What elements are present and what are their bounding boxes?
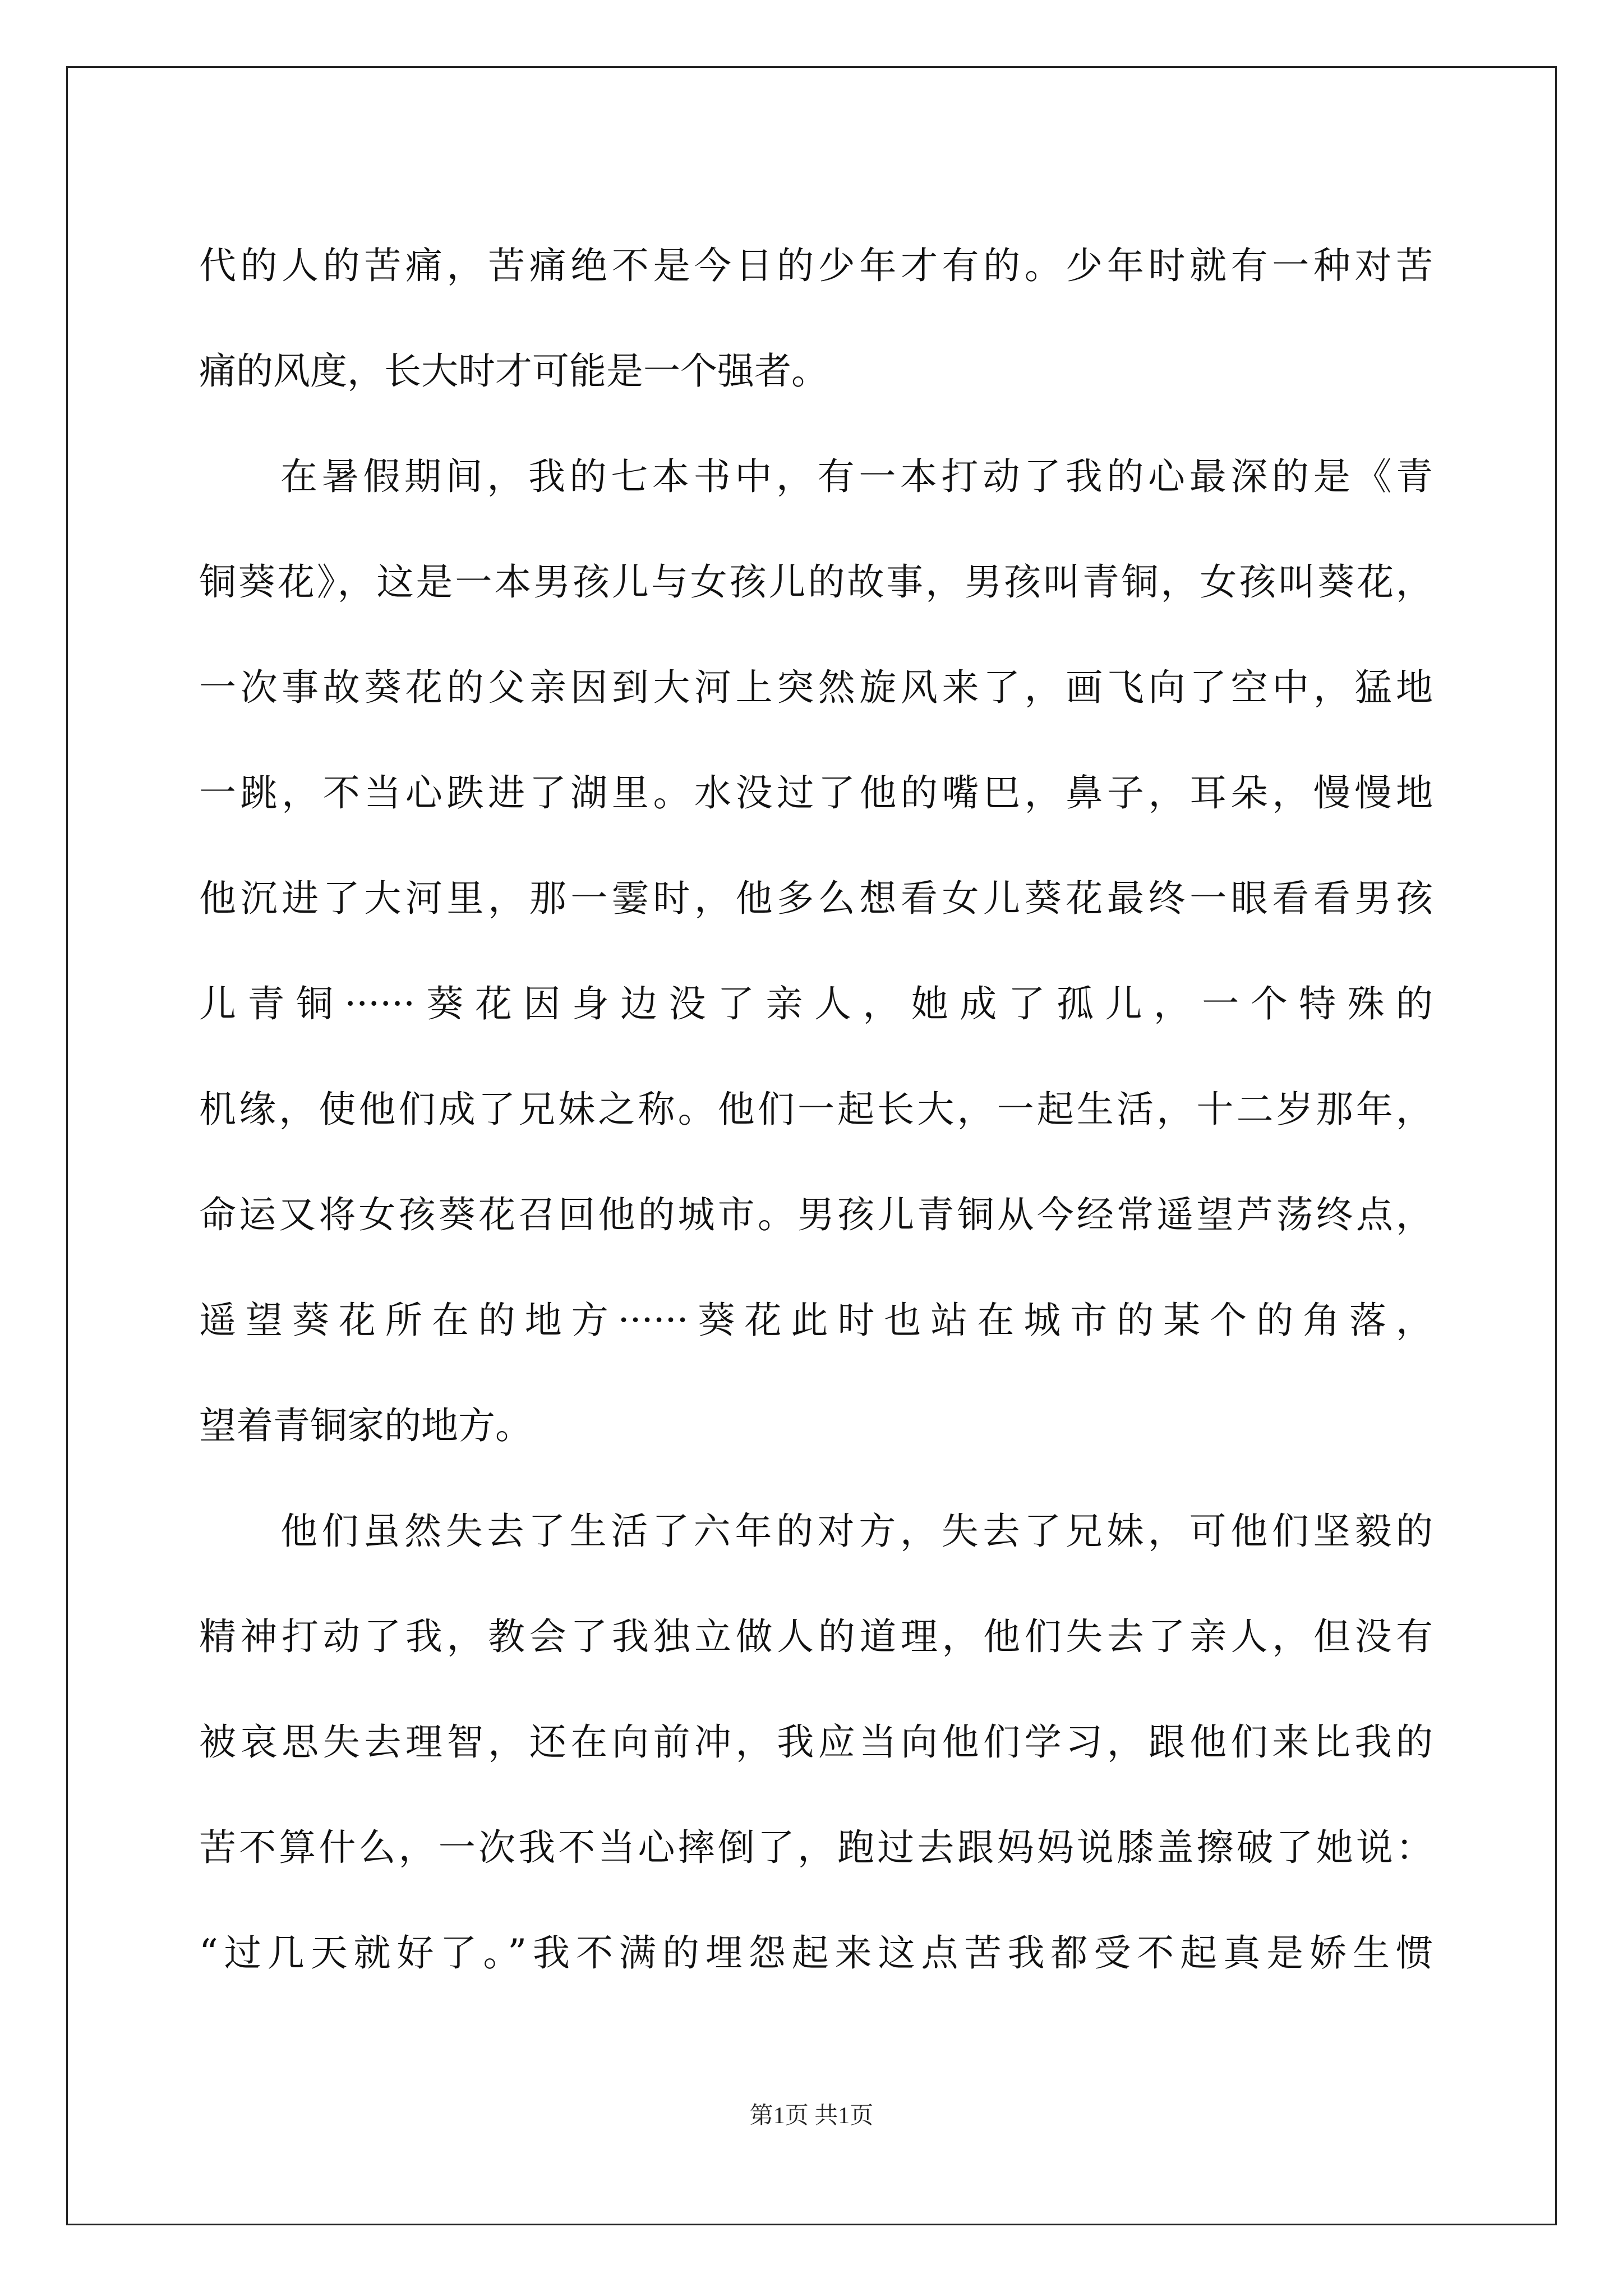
- text-line: 机缘，使他们成了兄妹之称。他们一起长大，一起生活，十二岁那年，: [199, 1088, 1433, 1131]
- text-line: 铜葵花》，这是一本男孩儿与女孩儿的故事，男孩叫青铜，女孩叫葵花，: [199, 560, 1433, 604]
- text-line: 命运又将女孩葵花召回他的城市。男孩儿青铜从今经常遥望芦荡终点，: [199, 1193, 1433, 1236]
- text-line: 痛的风度，长大时才可能是一个强者。: [199, 349, 828, 393]
- text-line: 苦不算什么，一次我不当心摔倒了，跑过去跟妈妈说膝盖擦破了她说：: [199, 1826, 1433, 1869]
- text-line: 他们虽然失去了生活了六年的对方，失去了兄妹，可他们坚毅的: [280, 1510, 1433, 1553]
- text-line: 儿青铜······葵花因身边没了亲人，她成了孤儿，一个特殊的: [199, 982, 1433, 1025]
- text-line: 望着青铜家的地方。: [199, 1404, 532, 1447]
- text-line: 一跳，不当心跌进了湖里。水没过了他的嘴巴，鼻子，耳朵，慢慢地: [199, 771, 1433, 815]
- text-line: 代的人的苦痛，苦痛绝不是今日的少年才有的。少年时就有一种对苦: [199, 244, 1433, 287]
- text-line: 被哀思失去理智，还在向前冲，我应当向他们学习，跟他们来比我的: [199, 1720, 1433, 1764]
- text-line: 在暑假期间，我的七本书中，有一本打动了我的心最深的是《青: [280, 455, 1433, 498]
- page-footer: 第1页 共1页: [749, 2103, 874, 2129]
- text-line: 一次事故葵花的父亲因到大河上突然旋风来了，画飞向了空中，猛地: [199, 666, 1433, 709]
- text-line: 精神打动了我，教会了我独立做人的道理，他们失去了亲人，但没有: [199, 1615, 1433, 1658]
- document-body: [199, 213, 1433, 2006]
- text-line: “过几天就好了。”我不满的埋怨起来这点苦我都受不起真是娇生惯: [199, 1931, 1433, 1975]
- text-line: 遥望葵花所在的地方······葵花此时也站在城市的某个的角落，: [199, 1299, 1433, 1342]
- text-line: 他沉进了大河里，那一霎时，他多么想看女儿葵花最终一眼看看男孩: [199, 877, 1433, 920]
